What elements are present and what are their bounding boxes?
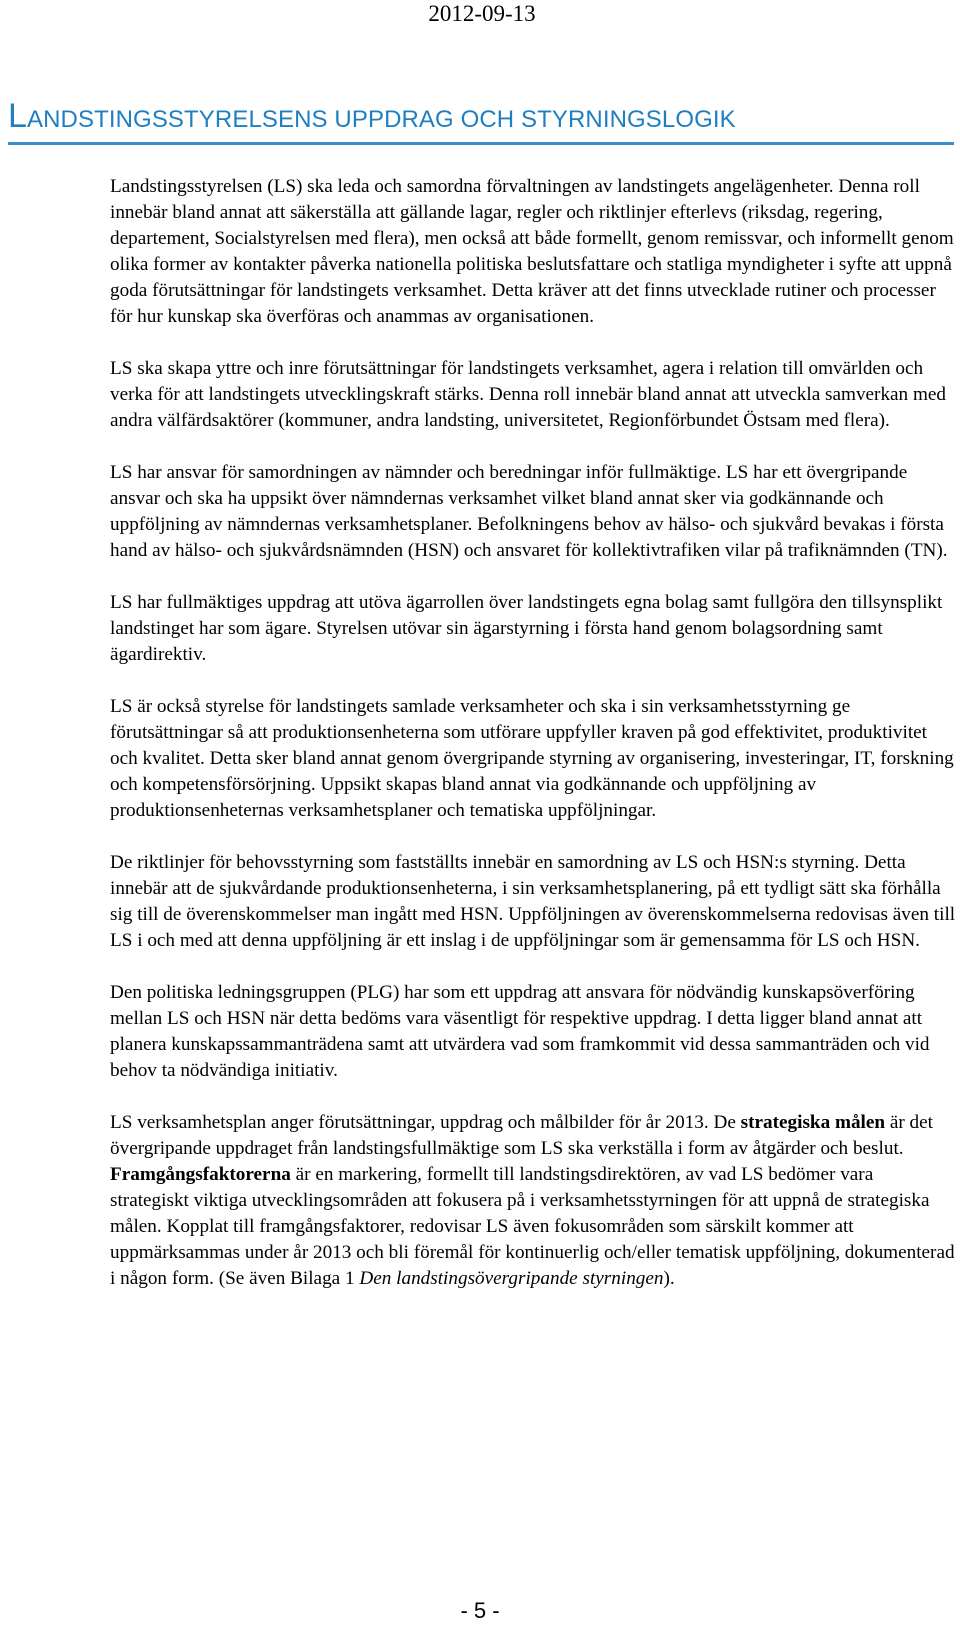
paragraph-1: Landstingsstyrelsen (LS) ska leda och samordna förvaltningen av landstingets angelägenheter. Denna roll innebär bland annat att säkerställa att gällande lagar, regler och riktlinjer efterlevs (riksdag, regering, departement, Socialstyrelsen med flera), men också att både formellt, genom remissvar, och informellt genom olika former av kontakter påverka nationella politiska beslutsfattare och statliga myndigheter i syfte att uppnå goda förutsättningar för landstingets verksamhet. Detta kräver att det finns utvecklade rutiner och processer för hur kunskap ska överföras och anammas av organisationen. [110, 176, 954, 327]
appendix-title: Den landstingsövergripande styrningen [359, 1268, 664, 1289]
heading-initial: L [8, 97, 28, 135]
paragraph-2: LS ska skapa yttre och inre förutsättningar för landstingets verksamhet, agera i relation till omvärlden och verka för att landstingets utvecklingskraft stärks. Denna roll innebär bland annat att utveckla samverkan med andra välfärdsaktörer (kommuner, andra landsting, universitetet, Regionförbundet Östsam med flera). [110, 358, 946, 431]
paragraph-8-text-4: ). [663, 1268, 675, 1289]
success-factors-term: Framgångsfaktorerna [110, 1164, 291, 1185]
paragraph-8 [110, 1110, 956, 1292]
paragraph-8-text-3: är en markering, formellt till landstingsdirektören, av vad LS bedömer vara strategiskt viktiga utvecklingsområden att fokusera på i verksamhetsstyrningen för att uppnå de strategiska målen. Kopplat till framgångsfaktorer, redovisar LS även fokusområden som särskilt kommer att uppmärksammas under år 2013 och bli föremål för kontinuerlig och/eller tematisk uppföljning, dokumenterad i någon form. (Se även Bilaga 1 [110, 1164, 955, 1289]
body-text [110, 174, 956, 1318]
paragraph-8-text-2: är det övergripande uppdraget från landstingsfullmäktige som LS ska verkställa i form av åtgärder och beslut. [110, 1112, 934, 1159]
heading-underline [8, 142, 954, 145]
paragraph-3: LS har ansvar för samordningen av nämnder och beredningar inför fullmäktige. LS har ett övergripande ansvar och ska ha uppsikt över nämndernas verksamhet vilket bland annat sker via godkännande och uppföljning av nämndernas verksamhetsplaner. Befolkningens behov av hälso- och sjukvård bevakas i första hand av hälso- och sjukvårdsnämnden (HSN) och ansvaret för kollektivtrafiken vilar på trafiknämnden (TN). [110, 462, 948, 561]
paragraph-4: LS har fullmäktiges uppdrag att utöva ägarrollen över landstingets egna bolag samt fullgöra den tillsynsplikt landstinget har som ägare. Styrelsen utövar sin ägarstyrning i första hand genom bolagsordning samt ägardirektiv. [110, 592, 943, 665]
heading-rest: ANDSTINGSSTYRELSENS UPPDRAG OCH STYRNINGSLOGIK [27, 106, 736, 133]
section-heading [8, 96, 952, 140]
page-number: - 5 - [460, 1598, 500, 1623]
paragraph-8-text-1: LS verksamhetsplan anger förutsättningar, uppdrag och målbilder för år 2013. De [110, 1112, 741, 1133]
page-date: 2012-09-13 [428, 1, 536, 26]
paragraph-5: LS är också styrelse för landstingets samlade verksamheter och ska i sin verksamhetsstyrning ge förutsättningar så att produktionsenheterna som utförare uppfyller kraven på god effektivitet, produktivitet och kvalitet. Detta sker bland annat genom övergripande styrning av organisering, investeringar, IT, forskning och kompetensförsörjning. Uppsikt skapas bland annat via godkännande och uppföljning av produktionsenheternas verksamhetsplaner och tematiska uppföljningar. [110, 696, 954, 821]
paragraph-6: De riktlinjer för behovsstyrning som fastställts innebär en samordning av LS och HSN:s styrning. Detta innebär att de sjukvårdande produktionsenheterna, i sin verksamhetsplanering, på ett tydligt sätt ska förhålla sig till de överenskommelser man ingått med HSN. Uppföljningen av överenskommelserna redovisas även till LS i och med att denna uppföljning är ett inslag i de uppföljningar som är gemensamma för LS och HSN. [110, 852, 956, 951]
strategic-goals-term: strategiska målen [740, 1112, 886, 1133]
paragraph-7: Den politiska ledningsgruppen (PLG) har som ett uppdrag att ansvara för nödvändig kunskapsöverföring mellan LS och HSN när detta bedöms vara väsentligt för respektive uppdrag. I detta ligger bland annat att planera kunskapssammanträdena samt att utvärdera vad som framkommit vid dessa sammanträden och vid behov ta nödvändiga initiativ. [110, 982, 930, 1081]
